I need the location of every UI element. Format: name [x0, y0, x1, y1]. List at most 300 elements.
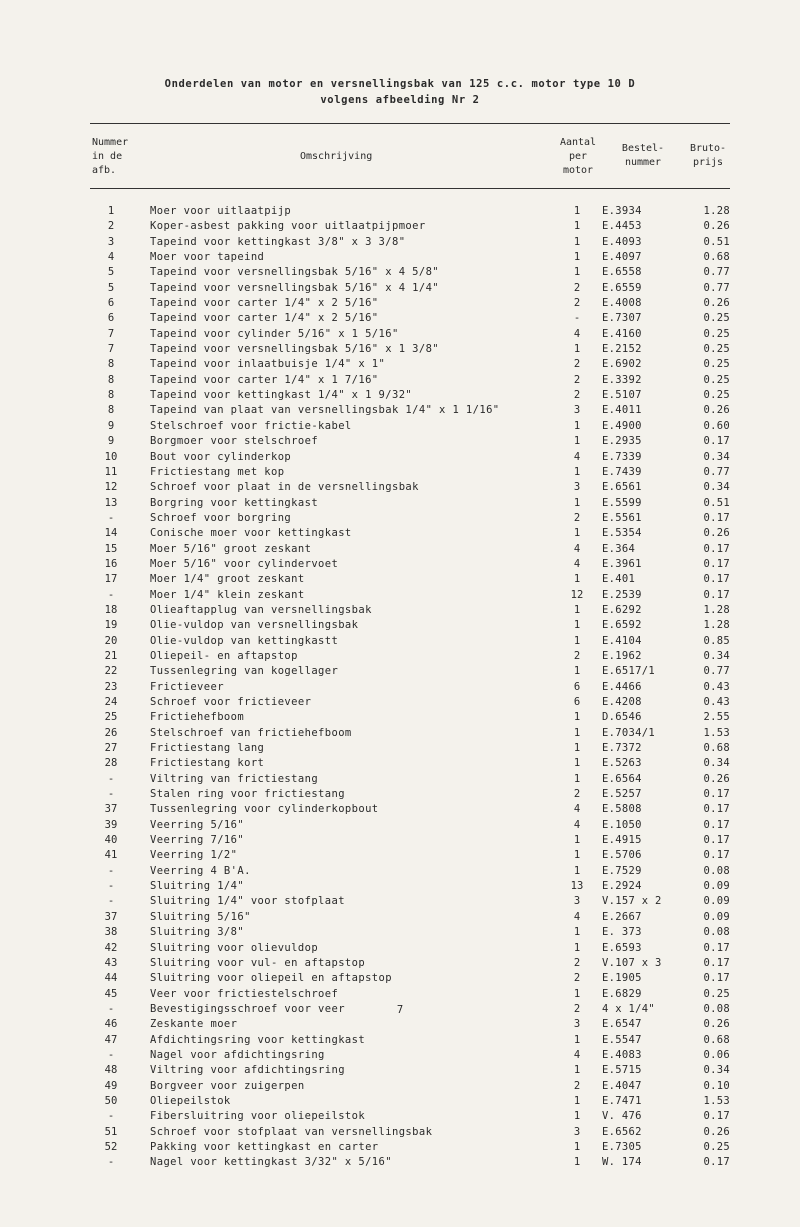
- table-row: [0, 1048, 800, 1063]
- table-row: [0, 342, 800, 357]
- row-quantity: 6: [573, 696, 581, 708]
- row-quantity: 4: [573, 557, 581, 570]
- row-price: 0.60: [703, 419, 730, 432]
- row-number: 18: [104, 603, 118, 616]
- row-order-number: E.5561: [602, 511, 642, 524]
- row-number: 44: [104, 972, 118, 985]
- row-price: 0.17: [703, 1110, 730, 1123]
- row-number: -: [107, 772, 115, 785]
- row-price: 0.34: [703, 450, 730, 463]
- row-order-number: E.5354: [602, 527, 642, 540]
- row-price: 0.08: [703, 1002, 730, 1015]
- row-price: 0.77: [703, 465, 730, 478]
- row-price: 0.25: [703, 327, 730, 340]
- row-quantity: 2: [573, 1002, 581, 1015]
- row-quantity: 1: [573, 864, 581, 877]
- row-price: 0.25: [703, 358, 730, 371]
- row-price: 0.06: [703, 1048, 730, 1061]
- row-order-number: E.5808: [602, 803, 642, 816]
- row-quantity: 1: [573, 941, 581, 954]
- row-price: 1.28: [703, 603, 730, 616]
- row-quantity: 2: [573, 373, 581, 386]
- row-order-number: E.6592: [602, 619, 642, 632]
- row-order-number: E.5263: [602, 757, 642, 770]
- row-price: 0.17: [703, 557, 730, 570]
- header-order-number: [603, 142, 683, 170]
- row-order-number: E.4097: [602, 251, 642, 264]
- row-price: 0.25: [703, 312, 730, 325]
- table-row: [0, 1017, 800, 1032]
- row-price: 0.17: [703, 972, 730, 985]
- row-description: Viltring voor afdichtingsring: [150, 1064, 345, 1077]
- row-description: Olieaftapplug van versnellingsbak: [150, 603, 372, 616]
- row-number: 14: [104, 527, 118, 540]
- row-quantity: 1: [573, 834, 581, 847]
- row-quantity: 1: [573, 235, 581, 248]
- row-order-number: E.7439: [602, 465, 642, 478]
- table-row: [0, 281, 800, 296]
- table-row: [0, 756, 800, 771]
- row-order-number: E.7034/1: [602, 726, 655, 739]
- row-order-number: E.4160: [602, 327, 642, 340]
- row-order-number: E.401: [602, 573, 636, 586]
- row-price: 0.25: [703, 987, 730, 1000]
- row-price: 0.25: [703, 1140, 730, 1153]
- row-number: 9: [107, 419, 115, 432]
- header-quantity-line: Aantal: [559, 137, 597, 148]
- row-price: 0.17: [703, 435, 730, 448]
- row-quantity: 1: [573, 926, 581, 939]
- title-line-2: volgens afbeelding Nr 2: [320, 94, 480, 106]
- row-order-number: E.6558: [602, 266, 642, 279]
- row-description: Stalen ring voor frictiestang: [150, 788, 345, 801]
- row-quantity: 1: [573, 603, 581, 616]
- table-row: [0, 434, 800, 449]
- row-order-number: E.7529: [602, 864, 642, 877]
- row-quantity: 3: [573, 1018, 581, 1031]
- row-order-number: E.4915: [602, 834, 642, 847]
- row-price: 0.77: [703, 665, 730, 678]
- row-price: 0.08: [703, 864, 730, 877]
- row-quantity: 1: [573, 205, 581, 217]
- row-order-number: E.7471: [602, 1094, 642, 1107]
- row-description: Tapeind voor inlaatbuisje 1/4" x 1": [150, 358, 386, 371]
- row-description: Oliepeilstok: [150, 1094, 231, 1107]
- row-description: Tapeind voor carter 1/4" x 2 5/16": [150, 297, 379, 310]
- table-row: [0, 265, 800, 280]
- row-number: 42: [104, 941, 118, 954]
- header-number-line: Nummer: [92, 137, 129, 148]
- table-row: [0, 419, 800, 434]
- row-price: 1.53: [703, 1094, 730, 1107]
- row-order-number: E.4208: [602, 696, 642, 708]
- row-description: Frictiehefboom: [150, 711, 245, 724]
- parts-table: [0, 204, 800, 1171]
- row-number: 10: [104, 450, 118, 463]
- row-description: Schroef voor frictieveer: [150, 696, 312, 708]
- row-order-number: D.6546: [602, 711, 642, 724]
- row-description: Borgveer voor zuigerpen: [150, 1079, 305, 1092]
- row-number: -: [107, 588, 115, 601]
- row-order-number: V. 476: [602, 1110, 642, 1123]
- row-order-number: E.6564: [602, 772, 642, 785]
- row-price: 0.43: [703, 696, 730, 708]
- table-row: [0, 618, 800, 633]
- row-number: -: [107, 788, 115, 801]
- row-order-number: E.1905: [602, 972, 642, 985]
- row-quantity: -: [573, 312, 581, 325]
- header-price-line: prijs: [692, 157, 724, 168]
- table-row: [0, 572, 800, 587]
- row-description: Moer 5/16" voor cylindervoet: [150, 557, 339, 570]
- row-number: 3: [107, 235, 115, 248]
- row-description: Borgmoer voor stelschroef: [150, 435, 319, 448]
- row-quantity: 4: [573, 450, 581, 463]
- header-top-rule: [90, 123, 730, 124]
- table-row: [0, 388, 800, 403]
- row-number: 7: [107, 327, 115, 340]
- row-quantity: 1: [573, 343, 581, 356]
- table-row: [0, 941, 800, 956]
- header-number: [92, 136, 128, 178]
- row-number: 46: [104, 1018, 118, 1031]
- row-price: 0.34: [703, 757, 730, 770]
- row-number: 48: [104, 1064, 118, 1077]
- row-order-number: E.1962: [602, 649, 642, 662]
- table-row: [0, 557, 800, 572]
- table-row: [0, 1063, 800, 1078]
- table-row: [0, 511, 800, 526]
- row-order-number: E.4104: [602, 634, 642, 647]
- row-price: 0.43: [703, 680, 730, 693]
- row-order-number: E.4453: [602, 220, 642, 233]
- row-price: 0.25: [703, 343, 730, 356]
- row-description: Bout voor cylinderkop: [150, 450, 292, 463]
- row-number: 27: [104, 742, 118, 755]
- row-price: 0.85: [703, 634, 730, 647]
- row-price: 0.77: [703, 281, 730, 294]
- row-order-number: 4 x 1/4": [602, 1002, 655, 1015]
- page-number: 7: [396, 1004, 404, 1016]
- row-quantity: 2: [573, 788, 581, 801]
- row-order-number: E.6559: [602, 281, 642, 294]
- row-description: Zeskante moer: [150, 1018, 238, 1031]
- row-number: -: [107, 1048, 115, 1061]
- row-price: 0.17: [703, 511, 730, 524]
- row-order-number: E.4900: [602, 419, 642, 432]
- row-quantity: 1: [573, 742, 581, 755]
- table-row: [0, 956, 800, 971]
- row-quantity: 3: [573, 404, 581, 417]
- header-description: Omschrijving: [300, 151, 373, 162]
- row-description: Tussenlegring van kogellager: [150, 665, 339, 678]
- row-order-number: E.5547: [602, 1033, 642, 1046]
- table-row: [0, 879, 800, 894]
- table-row: [0, 802, 800, 817]
- row-price: 0.17: [703, 803, 730, 816]
- row-number: 19: [104, 619, 118, 632]
- row-description: Borgring voor kettingkast: [150, 496, 319, 509]
- table-row: [0, 1079, 800, 1094]
- row-order-number: E.5706: [602, 849, 642, 862]
- row-price: 0.17: [703, 788, 730, 801]
- row-quantity: 2: [573, 956, 581, 969]
- row-number: 9: [107, 435, 115, 448]
- row-quantity: 1: [573, 1156, 581, 1169]
- row-order-number: E.4047: [602, 1079, 642, 1092]
- row-number: -: [107, 1156, 115, 1169]
- row-order-number: E.3934: [602, 205, 642, 217]
- row-number: 37: [104, 910, 118, 923]
- row-number: 24: [104, 696, 118, 708]
- table-row: [0, 818, 800, 833]
- row-order-number: E.6517/1: [602, 665, 655, 678]
- row-number: 16: [104, 557, 118, 570]
- row-number: 15: [104, 542, 118, 555]
- row-description: Frictiestang met kop: [150, 465, 285, 478]
- row-description: Sluitring 1/4": [150, 880, 245, 893]
- row-description: Fibersluitring voor oliepeilstok: [150, 1110, 366, 1123]
- row-order-number: E.4008: [602, 297, 642, 310]
- row-price: 1.53: [703, 726, 730, 739]
- row-description: Veerring 4 B'A.: [150, 864, 251, 877]
- row-number: 11: [104, 465, 118, 478]
- row-order-number: E.3961: [602, 557, 642, 570]
- row-quantity: 4: [573, 803, 581, 816]
- row-description: Schroef voor plaat in de versnellingsbak: [150, 481, 419, 494]
- header-price-line: Bruto-: [689, 143, 727, 154]
- row-description: Sluitring 1/4" voor stofplaat: [150, 895, 345, 908]
- row-quantity: 1: [573, 527, 581, 540]
- row-description: Tapeind voor kettingkast 3/8" x 3 3/8": [150, 235, 406, 248]
- row-quantity: 1: [573, 665, 581, 678]
- row-quantity: 2: [573, 281, 581, 294]
- row-price: 0.17: [703, 956, 730, 969]
- table-row: [0, 772, 800, 787]
- row-number: 6: [107, 312, 115, 325]
- table-row: [0, 465, 800, 480]
- table-row: [0, 1094, 800, 1109]
- row-price: 0.17: [703, 542, 730, 555]
- row-description: Moer voor uitlaatpijp: [150, 205, 292, 217]
- row-price: 0.09: [703, 910, 730, 923]
- row-quantity: 13: [570, 880, 584, 893]
- row-description: Moer 1/4" klein zeskant: [150, 588, 305, 601]
- row-number: 45: [104, 987, 118, 1000]
- row-number: -: [107, 1002, 115, 1015]
- table-row: [0, 987, 800, 1002]
- row-quantity: 4: [573, 542, 581, 555]
- table-row: [0, 1033, 800, 1048]
- row-order-number: E.5107: [602, 389, 642, 402]
- table-row: [0, 603, 800, 618]
- row-description: Tapeind voor carter 1/4" x 2 5/16": [150, 312, 379, 325]
- row-quantity: 1: [573, 220, 581, 233]
- row-number: 8: [107, 358, 115, 371]
- row-price: 0.17: [703, 818, 730, 831]
- row-order-number: E.364: [602, 542, 636, 555]
- table-row: [0, 219, 800, 234]
- table-row: [0, 235, 800, 250]
- row-quantity: 4: [573, 818, 581, 831]
- row-quantity: 1: [573, 757, 581, 770]
- row-price: 0.26: [703, 297, 730, 310]
- table-row: [0, 588, 800, 603]
- row-number: 41: [104, 849, 118, 862]
- row-quantity: 2: [573, 1079, 581, 1092]
- row-order-number: E.6829: [602, 987, 642, 1000]
- row-order-number: E.2924: [602, 880, 642, 893]
- row-number: 13: [104, 496, 118, 509]
- table-row: [0, 1125, 800, 1140]
- row-quantity: 1: [573, 573, 581, 586]
- header-quantity-line: motor: [562, 165, 594, 176]
- row-description: Veerring 1/2": [150, 849, 238, 862]
- row-description: Moer voor tapeind: [150, 251, 265, 264]
- row-order-number: E.4011: [602, 404, 642, 417]
- row-order-number: E.7307: [602, 312, 642, 325]
- row-order-number: E.2667: [602, 910, 642, 923]
- table-row: [0, 480, 800, 495]
- row-quantity: 12: [570, 588, 584, 601]
- row-order-number: V.157 x 2: [602, 895, 662, 908]
- row-quantity: 1: [573, 1140, 581, 1153]
- row-quantity: 1: [573, 266, 581, 279]
- row-price: 0.34: [703, 481, 730, 494]
- row-description: Sluitring voor olievuldop: [150, 941, 319, 954]
- title-line-1: Onderdelen van motor en versnellingsbak van 125 c.c. motor type 10 D: [164, 78, 636, 90]
- table-row: [0, 848, 800, 863]
- table-row: [0, 664, 800, 679]
- row-price: 0.25: [703, 373, 730, 386]
- row-quantity: 4: [573, 1048, 581, 1061]
- table-row: [0, 1109, 800, 1124]
- row-quantity: 1: [573, 849, 581, 862]
- table-row: [0, 695, 800, 710]
- row-order-number: E.4093: [602, 235, 642, 248]
- row-description: Veerring 7/16": [150, 834, 245, 847]
- row-quantity: 1: [573, 772, 581, 785]
- row-price: 0.17: [703, 849, 730, 862]
- row-price: 0.51: [703, 496, 730, 509]
- row-number: 50: [104, 1094, 118, 1107]
- row-description: Olie-vuldop van versnellingsbak: [150, 619, 359, 632]
- row-number: -: [107, 880, 115, 893]
- row-price: 0.26: [703, 404, 730, 417]
- row-price: 1.28: [703, 205, 730, 217]
- row-quantity: 2: [573, 649, 581, 662]
- row-number: 51: [104, 1125, 118, 1138]
- row-number: -: [107, 1110, 115, 1123]
- row-description: Nagel voor afdichtingsring: [150, 1048, 325, 1061]
- table-row: [0, 726, 800, 741]
- table-row: [0, 864, 800, 879]
- row-price: 1.28: [703, 619, 730, 632]
- row-quantity: 3: [573, 1125, 581, 1138]
- table-row: [0, 910, 800, 925]
- row-description: Tapeind voor kettingkast 1/4" x 1 9/32": [150, 389, 413, 402]
- row-number: 1: [107, 205, 115, 217]
- header-quantity-line: per: [568, 151, 588, 162]
- row-order-number: E.7339: [602, 450, 642, 463]
- row-quantity: 1: [573, 1094, 581, 1107]
- row-price: 0.08: [703, 926, 730, 939]
- table-row: [0, 1140, 800, 1155]
- header-price: [680, 142, 736, 170]
- row-description: Frictiestang lang: [150, 742, 265, 755]
- row-quantity: 1: [573, 465, 581, 478]
- table-row: [0, 925, 800, 940]
- header-order-number-line: Bestel-: [621, 143, 665, 154]
- row-price: 0.25: [703, 389, 730, 402]
- header-number-line: in de: [92, 151, 123, 162]
- table-row: [0, 311, 800, 326]
- row-quantity: 1: [573, 726, 581, 739]
- row-order-number: E.6547: [602, 1018, 642, 1031]
- row-price: 0.09: [703, 880, 730, 893]
- row-number: 6: [107, 297, 115, 310]
- row-price: 2.55: [703, 711, 730, 724]
- row-description: Oliepeil- en aftapstop: [150, 649, 298, 662]
- row-quantity: 2: [573, 389, 581, 402]
- row-quantity: 1: [573, 711, 581, 724]
- table-row: [0, 833, 800, 848]
- row-description: Sluitring voor oliepeil en aftapstop: [150, 972, 392, 985]
- row-description: Tapeind van plaat van versnellingsbak 1/4" x 1 1/16": [150, 404, 500, 417]
- row-quantity: 2: [573, 297, 581, 310]
- row-number: 5: [107, 266, 115, 279]
- row-description: Sluitring voor vul- en aftapstop: [150, 956, 366, 969]
- row-price: 0.26: [703, 1018, 730, 1031]
- row-order-number: W. 174: [602, 1156, 642, 1169]
- row-order-number: E.6902: [602, 358, 642, 371]
- row-description: Bevestigingsschroef voor veer: [150, 1002, 345, 1015]
- row-quantity: 1: [573, 496, 581, 509]
- row-order-number: E.5599: [602, 496, 642, 509]
- table-row: [0, 741, 800, 756]
- row-number: 43: [104, 956, 118, 969]
- row-description: Stelschroef voor frictie-kabel: [150, 419, 352, 432]
- row-number: 8: [107, 404, 115, 417]
- row-quantity: 1: [573, 987, 581, 1000]
- row-price: 0.34: [703, 1064, 730, 1077]
- row-description: Moer 5/16" groot zeskant: [150, 542, 312, 555]
- row-description: Veerring 5/16": [150, 818, 245, 831]
- table-row: [0, 1155, 800, 1170]
- row-number: -: [107, 895, 115, 908]
- row-number: 49: [104, 1079, 118, 1092]
- table-row: [0, 787, 800, 802]
- row-quantity: 3: [573, 895, 581, 908]
- row-description: Moer 1/4" groot zeskant: [150, 573, 305, 586]
- row-order-number: E.2935: [602, 435, 642, 448]
- row-price: 0.17: [703, 834, 730, 847]
- row-price: 0.51: [703, 235, 730, 248]
- row-number: 37: [104, 803, 118, 816]
- table-row: [0, 327, 800, 342]
- row-description: Sluitring 3/8": [150, 926, 245, 939]
- row-order-number: E.3392: [602, 373, 642, 386]
- row-description: Koper-asbest pakking voor uitlaatpijpmoer: [150, 220, 426, 233]
- row-price: 0.17: [703, 573, 730, 586]
- row-number: 21: [104, 649, 118, 662]
- table-row: [0, 403, 800, 418]
- row-description: Veer voor frictiestelschroef: [150, 987, 339, 1000]
- row-description: Viltring van frictiestang: [150, 772, 319, 785]
- header-bottom-rule: [90, 188, 730, 189]
- table-row: [0, 204, 800, 219]
- table-row: [0, 710, 800, 725]
